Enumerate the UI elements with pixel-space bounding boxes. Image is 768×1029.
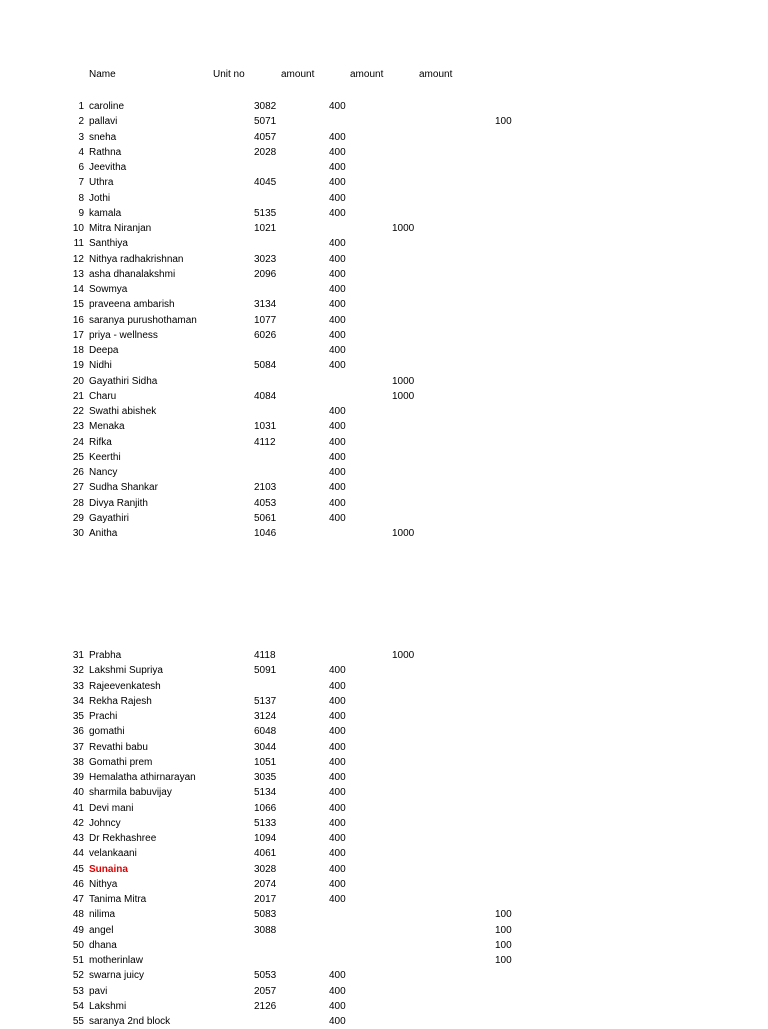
- row-unit-no: 3134: [254, 299, 277, 311]
- row-amount-1: 400: [329, 162, 346, 173]
- row-name: Gayathiri: [89, 512, 130, 524]
- row-number: 15: [72, 299, 84, 311]
- row-unit-no: 1031: [254, 421, 277, 433]
- row-number: 16: [72, 314, 84, 326]
- row-amount-1: 400: [329, 756, 346, 768]
- row-unit-no: 5133: [254, 817, 277, 829]
- row-name: Sunaina: [89, 863, 128, 875]
- row-name: Hemalatha athirnarayan: [89, 772, 196, 783]
- row-number: 33: [72, 680, 84, 692]
- table-row: [0, 191, 768, 206]
- header-amount-3: amount: [419, 69, 453, 80]
- row-number: 25: [72, 451, 84, 463]
- row-amount-1: 400: [329, 345, 346, 356]
- row-amount-1: 400: [329, 284, 346, 295]
- row-number: 18: [72, 345, 84, 356]
- row-number: 32: [72, 665, 84, 677]
- row-unit-no: 1021: [254, 223, 277, 234]
- row-amount-1: 400: [329, 207, 346, 219]
- row-number: 4: [78, 146, 84, 158]
- row-unit-no: 2017: [254, 894, 277, 905]
- row-name: gomathi: [89, 726, 125, 738]
- table-row: [0, 1014, 768, 1029]
- table-row: [0, 724, 768, 739]
- row-amount-1: 400: [329, 802, 346, 814]
- row-number: 35: [72, 711, 84, 722]
- row-name: Nithya: [89, 878, 118, 890]
- row-unit-no: 3124: [254, 711, 277, 722]
- row-number: 41: [72, 802, 84, 814]
- table-row: [0, 328, 768, 343]
- row-amount-2: 1000: [392, 528, 415, 539]
- row-name: Rajeevenkatesh: [89, 680, 161, 692]
- row-number: 47: [72, 894, 84, 905]
- row-unit-no: 4061: [254, 848, 277, 860]
- row-unit-no: 5053: [254, 970, 277, 982]
- table-row: [0, 953, 768, 968]
- row-amount-1: 400: [329, 1000, 346, 1012]
- table-row: [0, 374, 768, 389]
- row-number: 40: [72, 787, 84, 799]
- row-unit-no: 4053: [254, 497, 277, 509]
- table-row: [0, 130, 768, 145]
- table-row: [0, 236, 768, 251]
- row-name: Charu: [89, 390, 117, 402]
- row-name: Divya Ranjith: [89, 497, 148, 509]
- row-amount-1: 400: [329, 451, 346, 463]
- table-row: [0, 267, 768, 282]
- row-name: saranya purushothaman: [89, 314, 197, 326]
- row-amount-1: 400: [329, 467, 346, 478]
- row-name: Tanima Mitra: [89, 894, 147, 905]
- row-number: 42: [72, 817, 84, 829]
- table-row: [0, 846, 768, 861]
- row-amount-1: 400: [329, 482, 346, 494]
- header-amount-2: amount: [350, 69, 384, 80]
- row-unit-no: 2028: [254, 146, 277, 158]
- row-amount-1: 400: [329, 314, 346, 326]
- row-number: 3: [78, 131, 84, 143]
- table-row: [0, 450, 768, 465]
- row-number: 34: [72, 695, 84, 707]
- table-row: [0, 511, 768, 526]
- row-amount-1: 400: [329, 177, 346, 189]
- row-name: sharmila babuvijay: [89, 787, 172, 799]
- table-row: [0, 877, 768, 892]
- row-number: 23: [72, 421, 84, 433]
- row-number: 8: [78, 192, 84, 204]
- row-amount-3: 100: [495, 955, 512, 966]
- row-name: Prachi: [89, 711, 118, 722]
- row-name: Deepa: [89, 345, 119, 356]
- row-amount-3: 100: [495, 116, 512, 128]
- table-row: [0, 923, 768, 938]
- row-amount-1: 400: [329, 497, 346, 509]
- table-row: [0, 968, 768, 983]
- row-amount-1: 400: [329, 131, 346, 143]
- row-number: 19: [72, 360, 84, 372]
- row-unit-no: 3028: [254, 863, 277, 875]
- row-number: 21: [72, 390, 84, 402]
- table-row: [0, 313, 768, 328]
- row-number: 24: [72, 436, 84, 448]
- row-name: Rekha Rajesh: [89, 695, 152, 707]
- row-number: 29: [72, 512, 84, 524]
- table-row: [0, 816, 768, 831]
- row-amount-1: 400: [329, 726, 346, 738]
- row-unit-no: 3023: [254, 253, 277, 265]
- table-row: [0, 343, 768, 358]
- table-row: [0, 709, 768, 724]
- row-unit-no: 1046: [254, 528, 277, 539]
- row-number: 46: [72, 878, 84, 890]
- row-name: Gayathiri Sidha: [89, 375, 158, 387]
- row-name: Nithya radhakrishnan: [89, 253, 184, 265]
- row-name: velankaani: [89, 848, 137, 860]
- table-row: [0, 175, 768, 190]
- row-name: dhana: [89, 939, 117, 951]
- row-amount-1: 400: [329, 268, 346, 280]
- row-number: 36: [72, 726, 84, 738]
- row-number: 45: [72, 863, 84, 875]
- table-row: [0, 999, 768, 1014]
- table-row: [0, 252, 768, 267]
- row-amount-1: 400: [329, 406, 346, 417]
- row-name: Revathi babu: [89, 741, 148, 753]
- row-number: 28: [72, 497, 84, 509]
- row-unit-no: 6048: [254, 726, 277, 738]
- table-row: [0, 145, 768, 160]
- row-unit-no: 1066: [254, 802, 277, 814]
- table-row: [0, 221, 768, 236]
- row-number: 20: [72, 375, 84, 387]
- table-row: [0, 984, 768, 999]
- row-unit-no: 5083: [254, 909, 277, 921]
- row-name: motherinlaw: [89, 955, 143, 966]
- table-row: [0, 740, 768, 755]
- table-row: [0, 862, 768, 877]
- row-unit-no: 2103: [254, 482, 277, 494]
- row-name: Keerthi: [89, 451, 121, 463]
- row-unit-no: 2057: [254, 985, 277, 997]
- header-name: Name: [89, 69, 116, 80]
- row-number: 30: [72, 528, 84, 539]
- row-number: 51: [72, 955, 84, 966]
- row-number: 13: [72, 268, 84, 280]
- row-amount-1: 400: [329, 894, 346, 905]
- row-number: 52: [72, 970, 84, 982]
- row-amount-1: 400: [329, 436, 346, 448]
- row-unit-no: 1051: [254, 756, 277, 768]
- row-number: 44: [72, 848, 84, 860]
- row-number: 48: [72, 909, 84, 921]
- row-unit-no: 5091: [254, 665, 277, 677]
- row-amount-1: 400: [329, 985, 346, 997]
- table-row: [0, 160, 768, 175]
- table-row: [0, 801, 768, 816]
- row-name: Sowmya: [89, 284, 128, 295]
- row-name: Rathna: [89, 146, 122, 158]
- row-unit-no: 4118: [254, 650, 276, 661]
- row-name: Mitra Niranjan: [89, 223, 152, 234]
- row-unit-no: 2126: [254, 1000, 277, 1012]
- table-row: [0, 755, 768, 770]
- row-amount-3: 100: [495, 924, 512, 936]
- row-amount-3: 100: [495, 939, 512, 951]
- row-amount-1: 400: [329, 772, 346, 783]
- row-name: pavi: [89, 985, 108, 997]
- table-row: [0, 206, 768, 221]
- table-row: [0, 892, 768, 907]
- header-unit-no: Unit no: [213, 69, 245, 80]
- row-number: 49: [72, 924, 84, 936]
- row-amount-1: 400: [329, 146, 346, 158]
- table-row: [0, 282, 768, 297]
- row-unit-no: 5135: [254, 207, 277, 219]
- row-name: priya - wellness: [89, 329, 158, 341]
- row-unit-no: 5061: [254, 512, 277, 524]
- row-amount-1: 400: [329, 833, 346, 844]
- row-number: 10: [72, 223, 84, 234]
- row-name: Menaka: [89, 421, 125, 433]
- row-name: Lakshmi Supriya: [89, 665, 163, 677]
- row-amount-1: 400: [329, 711, 346, 722]
- row-number: 1: [78, 101, 84, 112]
- row-unit-no: 5084: [254, 360, 277, 372]
- row-name: Santhiya: [89, 238, 128, 250]
- row-number: 17: [72, 329, 84, 341]
- row-number: 31: [72, 650, 84, 661]
- row-name: Rifka: [89, 436, 112, 448]
- row-amount-1: 400: [329, 512, 346, 524]
- table-row: [0, 114, 768, 129]
- row-amount-1: 400: [329, 863, 346, 875]
- row-name: Sudha Shankar: [89, 482, 158, 494]
- header-amount-1: amount: [281, 69, 315, 80]
- row-amount-1: 400: [329, 360, 346, 372]
- row-amount-1: 400: [329, 878, 346, 890]
- row-amount-1: 400: [329, 680, 346, 692]
- row-amount-1: 400: [329, 299, 346, 311]
- row-amount-1: 400: [329, 787, 346, 799]
- row-unit-no: 3088: [254, 924, 277, 936]
- row-amount-2: 1000: [392, 223, 415, 234]
- row-unit-no: 5134: [254, 787, 277, 799]
- table-row: [0, 465, 768, 480]
- row-name: caroline: [89, 101, 125, 112]
- table-row: [0, 526, 768, 541]
- table-row: [0, 679, 768, 694]
- row-amount-3: 100: [495, 909, 512, 921]
- row-amount-1: 400: [329, 741, 346, 753]
- table-row: [0, 694, 768, 709]
- row-name: nilima: [89, 909, 116, 921]
- row-amount-1: 400: [329, 817, 346, 829]
- row-number: 27: [72, 482, 84, 494]
- row-name: Anitha: [89, 528, 118, 539]
- row-name: angel: [89, 924, 114, 936]
- row-name: Dr Rekhashree: [89, 833, 157, 844]
- row-name: asha dhanalakshmi: [89, 268, 176, 280]
- row-number: 39: [72, 772, 84, 783]
- row-number: 53: [72, 985, 84, 997]
- row-unit-no: 5137: [254, 695, 277, 707]
- row-number: 37: [72, 741, 84, 753]
- row-amount-2: 1000: [392, 375, 415, 387]
- row-unit-no: 4057: [254, 131, 277, 143]
- row-unit-no: 3044: [254, 741, 277, 753]
- table-row: [0, 831, 768, 846]
- table-row: [0, 907, 768, 922]
- row-number: 9: [78, 207, 84, 219]
- row-unit-no: 4084: [254, 390, 277, 402]
- row-amount-2: 1000: [392, 650, 415, 661]
- row-name: sneha: [89, 131, 117, 143]
- row-name: Lakshmi: [89, 1000, 127, 1012]
- row-amount-2: 1000: [392, 390, 415, 402]
- row-unit-no: 5071: [254, 116, 277, 128]
- row-number: 12: [72, 253, 84, 265]
- row-amount-1: 400: [329, 329, 346, 341]
- table-row: [0, 648, 768, 663]
- row-unit-no: 2074: [254, 878, 277, 890]
- row-amount-1: 400: [329, 1016, 346, 1027]
- row-unit-no: 4112: [254, 436, 276, 448]
- table-row: [0, 938, 768, 953]
- row-unit-no: 3082: [254, 101, 277, 112]
- row-name: Gomathi prem: [89, 756, 153, 768]
- table-row: [0, 358, 768, 373]
- row-name: swarna juicy: [89, 970, 145, 982]
- table-row: [0, 785, 768, 800]
- row-name: Prabha: [89, 650, 122, 661]
- row-name: saranya 2nd block: [89, 1016, 171, 1027]
- row-name: Nancy: [89, 467, 118, 478]
- row-unit-no: 1077: [254, 314, 277, 326]
- table-row: [0, 389, 768, 404]
- row-unit-no: 6026: [254, 329, 277, 341]
- row-name: pallavi: [89, 116, 118, 128]
- row-amount-1: 400: [329, 421, 346, 433]
- table-row: [0, 663, 768, 678]
- table-row: [0, 99, 768, 114]
- table-row: [0, 297, 768, 312]
- row-number: 2: [78, 116, 84, 128]
- row-amount-1: 400: [329, 253, 346, 265]
- table-row: [0, 435, 768, 450]
- table-row: [0, 404, 768, 419]
- row-number: 7: [78, 177, 84, 189]
- row-number: 11: [73, 238, 84, 250]
- table-row: [0, 496, 768, 511]
- row-number: 38: [72, 756, 84, 768]
- row-amount-1: 400: [329, 695, 346, 707]
- row-number: 50: [72, 939, 84, 951]
- row-name: praveena ambarish: [89, 299, 175, 311]
- row-amount-1: 400: [329, 970, 346, 982]
- row-unit-no: 3035: [254, 772, 277, 783]
- row-number: 26: [72, 467, 84, 478]
- row-number: 43: [72, 833, 84, 844]
- row-name: Jeevitha: [89, 162, 127, 173]
- row-number: 22: [72, 406, 84, 417]
- row-amount-1: 400: [329, 101, 346, 112]
- row-name: Nidhi: [89, 360, 112, 372]
- row-name: Johncy: [89, 817, 121, 829]
- row-amount-1: 400: [329, 848, 346, 860]
- row-name: Uthra: [89, 177, 114, 189]
- row-name: Jothi: [89, 192, 111, 204]
- table-row: [0, 419, 768, 434]
- row-unit-no: 4045: [254, 177, 277, 189]
- row-amount-1: 400: [329, 238, 346, 250]
- row-name: Devi mani: [89, 802, 134, 814]
- row-unit-no: 2096: [254, 268, 277, 280]
- row-number: 6: [78, 162, 84, 173]
- row-unit-no: 1094: [254, 833, 277, 844]
- table-row: [0, 770, 768, 785]
- table-row: [0, 480, 768, 495]
- row-number: 14: [72, 284, 84, 295]
- row-number: 54: [72, 1000, 84, 1012]
- row-amount-1: 400: [329, 665, 346, 677]
- row-amount-1: 400: [329, 192, 346, 204]
- row-name: Swathi abishek: [89, 406, 157, 417]
- row-name: kamala: [89, 207, 122, 219]
- row-number: 55: [72, 1016, 84, 1027]
